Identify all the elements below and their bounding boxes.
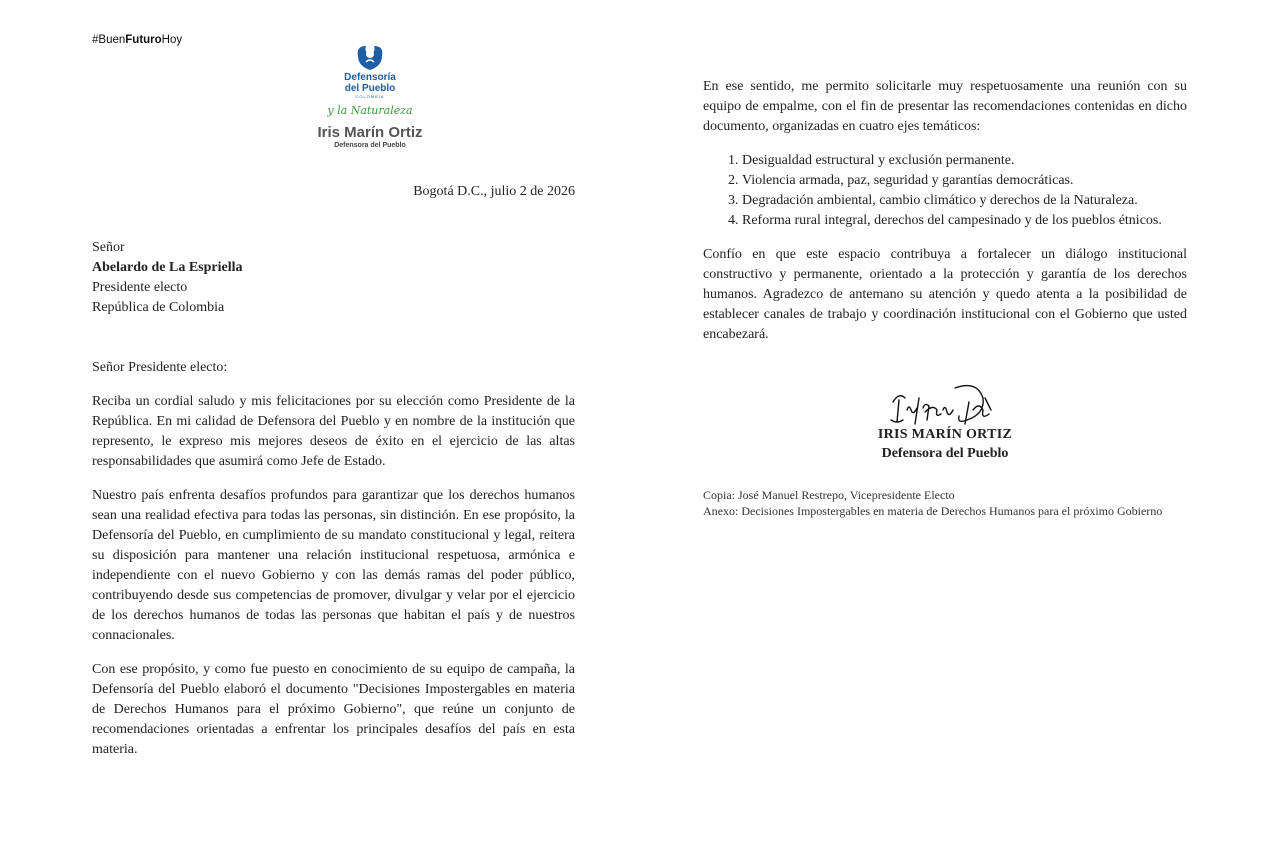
logo-country: COLOMBIA — [355, 94, 385, 99]
letter-date: Bogotá D.C., julio 2 de 2026 — [413, 184, 575, 199]
handwritten-signature-icon — [885, 380, 1005, 430]
letter-right-column — [703, 77, 1187, 359]
paragraph: Con ese propósito, y como fue puesto en conocimiento de su equipo de campaña, la Defensoría del Pueblo elaboró el documento "Decisiones Impostergables en materia de Derechos Humanos para el próximo Gobierno", que reúne un conjunto de recomendaciones orientadas a enfrentar los principales desafíos del país en esta materia. — [92, 662, 575, 757]
letterhead-logo — [300, 42, 440, 150]
logo-person-role: Defensora del Pueblo — [334, 142, 406, 149]
paragraph: Confío en que este espacio contribuya a fortalecer un diálogo institucional constructivo y permanente, orientado a la protección y garantía de los derechos humanos. Agradezco de antemano su atención y quedo atenta a la posibilidad de establecer canales de trabajo y coordinación institucional con el Gobierno que usted encabezará. — [703, 247, 1187, 342]
list-item: 3. Degradación ambiental, cambio climático y derechos de la Naturaleza. — [742, 191, 1187, 211]
letter-left-column — [92, 358, 575, 774]
signer-role: Defensora del Pueblo — [881, 446, 1009, 461]
recipient-title: Presidente electo — [92, 280, 188, 295]
hashtag-bold: Futuro — [125, 34, 162, 46]
logo-tagline: y la Naturaleza — [327, 104, 413, 117]
recipient-block — [92, 238, 243, 318]
hashtag-suffix: Hoy — [161, 34, 183, 46]
cc-line: Copia: José Manuel Restrepo, Vicepresidente Electo — [703, 488, 955, 502]
hashtag-prefix: #Buen — [92, 34, 126, 46]
paragraph: En ese sentido, me permito solicitarle muy respetuosamente una reunión con su equipo de empalme, con el fin de presentar las recomendaciones contenidas en dicho documento, organizadas en cuatro ejes temáticos: — [703, 79, 1187, 134]
logo-name-line1: Defensoría — [344, 72, 396, 83]
greeting: Señor Presidente electo: — [92, 360, 228, 375]
paragraph: Nuestro país enfrenta desafíos profundos para garantizar que los derechos humanos sean una realidad efectiva para todas las personas, sin distinción. En ese propósito, la Defensoría del Pueblo, en cumplimiento de su mandato constitucional y legal, reitera su disposición para mantener una relación institucional respetuosa, armónica e independiente con el nuevo Gobierno y con las demás ramas del poder público, contribuyendo desde sus competencias de promover, divulgar y velar por el ejercicio de los derechos humanos de todas las personas que habitan el país y de nuestros connacionales. — [92, 488, 575, 643]
recipient-country: República de Colombia — [92, 300, 225, 315]
list-item: 4. Reforma rural integral, derechos del campesinado y de los pueblos étnicos. — [742, 211, 1187, 231]
thematic-axes-list — [703, 151, 1187, 231]
logo-person-name: Iris Marín Ortiz — [317, 124, 423, 141]
annex-line: Anexo: Decisiones Impostergables en materia de Derechos Humanos para el próximo Gobierno — [703, 504, 1163, 518]
list-item: 1. Desigualdad estructural y exclusión permanente. — [742, 151, 1187, 171]
logo-name-line2: del Pueblo — [344, 83, 396, 94]
paragraph: Reciba un cordial saludo y mis felicitaciones por su elección como Presidente de la República. En mi calidad de Defensora del Pueblo y en nombre de la institución que represento, le expreso mis mejores deseos de éxito en el ejercicio de las altas responsabilidades que asumirá como Jefe de Estado. — [92, 394, 575, 469]
hashtag — [92, 34, 182, 46]
list-item: 2. Violencia armada, paz, seguridad y garantías democráticas. — [742, 171, 1187, 191]
signature-block — [830, 380, 1060, 464]
defensoria-emblem-icon — [352, 42, 388, 72]
recipient-salutation: Señor — [92, 240, 125, 255]
recipient-name: Abelardo de La Espriella — [92, 260, 243, 275]
signer-name: IRIS MARÍN ORTIZ — [877, 427, 1013, 442]
copy-annex-block — [703, 487, 1162, 519]
